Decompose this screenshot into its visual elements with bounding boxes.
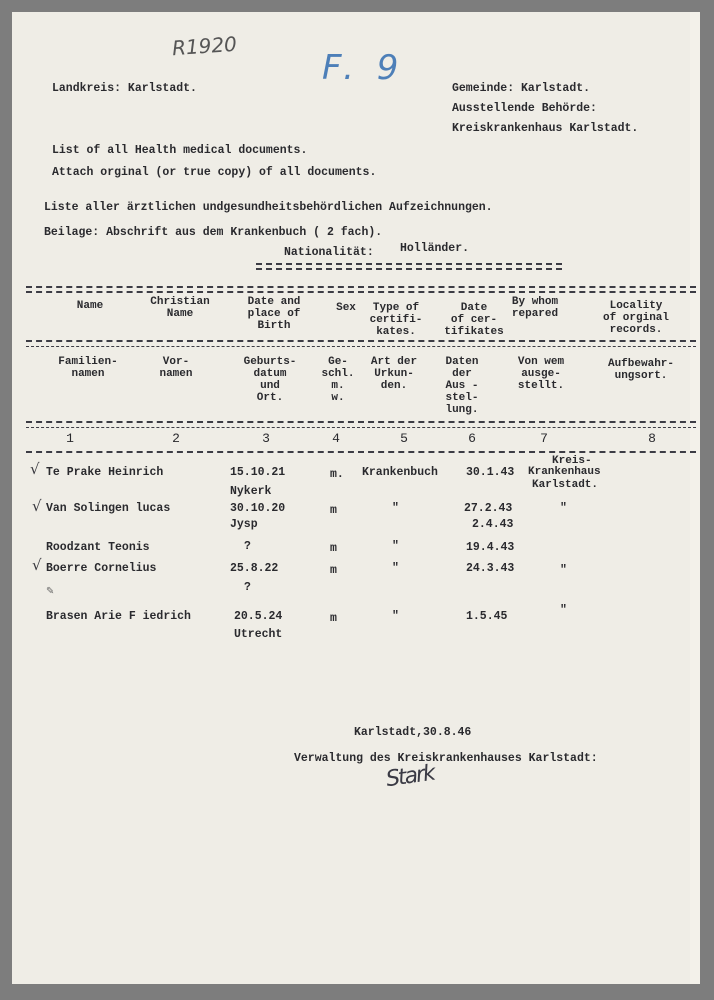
row-date: 30.1.43 <box>466 466 515 479</box>
col-number: 1 <box>66 431 74 446</box>
place-date: Karlstadt,30.8.46 <box>354 726 472 739</box>
row-date: 27.2.43 <box>464 502 513 515</box>
signature: Stark <box>384 760 436 793</box>
row-date: 24.3.43 <box>466 562 515 575</box>
row-sex: m <box>330 542 337 555</box>
col-en-date: Date of cer- tifikates <box>444 302 504 338</box>
document-page <box>12 12 694 984</box>
row-date-2: 2.4.43 <box>472 518 514 531</box>
check-mark-icon: √ <box>30 460 40 478</box>
col-number: 4 <box>332 431 340 446</box>
col-number: 5 <box>400 431 408 446</box>
row-birth-date: ? <box>244 540 251 553</box>
header-divider <box>26 340 696 342</box>
row-issuer: Krankenhaus <box>528 466 601 478</box>
check-mark-icon: √ <box>32 556 42 574</box>
gemeinde: Gemeinde: Karlstadt. <box>452 82 591 95</box>
row-sex: m. <box>330 468 344 481</box>
table-row: Boerre Cornelius <box>46 562 157 575</box>
file-number: F. 9 <box>322 48 405 88</box>
numbers-top-rule-2 <box>26 427 696 428</box>
row-type: " <box>392 540 399 553</box>
numbers-top-rule <box>26 421 696 423</box>
row-birth-date: 20.5.24 <box>234 610 283 623</box>
col-de-von-wem: Von wem ausge- stellt. <box>517 356 565 392</box>
col-de-geschlecht: Ge- schl. m. w. <box>321 356 355 404</box>
intro-line-2: Attach orginal (or true copy) of all documents. <box>52 166 377 179</box>
nationality-value: Holländer. <box>400 242 470 255</box>
check-mark-icon: √ <box>32 497 42 515</box>
table-row: Te Prake Heinrich <box>46 466 164 479</box>
row-type: " <box>392 610 399 623</box>
col-en-locality: Locality of orginal records. <box>602 300 669 336</box>
col-number: 7 <box>540 431 548 446</box>
col-number: 3 <box>262 431 270 446</box>
col-en-christian-name: Christian Name <box>150 296 210 320</box>
intro-line-1: List of all Health medical documents. <box>52 144 308 157</box>
col-en-name: Name <box>76 300 104 312</box>
col-de-familienname: Familien- namen <box>58 356 118 380</box>
row-date: 19.4.43 <box>466 541 515 554</box>
table-row: Roodzant Teonis <box>46 541 150 554</box>
corner-annotation: R1920 <box>171 31 238 61</box>
intro-line-3: Liste aller ärztlichen undgesundheitsbehördlichen Aufzeichnungen. <box>44 201 493 214</box>
row-issuer: " <box>560 502 567 515</box>
row-issuer: " <box>560 604 567 617</box>
table-top-rule-2 <box>26 291 696 293</box>
col-number: 6 <box>468 431 476 446</box>
row-sex: m <box>330 612 337 625</box>
page-edge <box>690 12 700 984</box>
col-number: 2 <box>172 431 180 446</box>
row-birth-place: Utrecht <box>234 628 283 641</box>
row-birth-place: Nykerk <box>230 485 272 498</box>
nationality-underline-2 <box>256 268 562 270</box>
intro-line-4: Beilage: Abschrift aus dem Krankenbuch ( 2 fach). <box>44 226 383 239</box>
numbers-bottom-rule <box>26 451 696 453</box>
row-birth-place: Jysp <box>230 518 258 531</box>
row-birth-place: ? <box>244 581 251 594</box>
header-divider-2 <box>26 346 696 347</box>
behoerde: Kreiskrankenhaus Karlstadt. <box>452 122 639 135</box>
row-birth-date: 30.10.20 <box>230 502 286 515</box>
handwritten-mark: ✎ <box>46 586 55 597</box>
landkreis: Landkreis: Karlstadt. <box>52 82 197 95</box>
table-row: Brasen Arie F iedrich <box>46 610 191 623</box>
col-de-geburt: Geburts- datum und Ort. <box>243 356 297 404</box>
row-sex: m <box>330 564 337 577</box>
nationality-underline <box>256 263 562 265</box>
col-en-by-whom: By whom repared <box>511 296 559 320</box>
row-type: " <box>392 562 399 575</box>
row-birth-date: 15.10.21 <box>230 466 286 479</box>
row-issuer: " <box>560 564 567 577</box>
col-number: 8 <box>648 431 656 446</box>
behoerde-label: Ausstellende Behörde: <box>452 102 597 115</box>
col-en-type: Type of certifi- kates. <box>369 302 423 338</box>
row-issuer: Kreis- <box>552 455 592 467</box>
col-en-sex: Sex <box>336 302 356 314</box>
col-de-daten: Daten der Aus - stel- lung. <box>445 356 479 416</box>
signature-label: Verwaltung des Kreiskrankenhauses Karlstadt: <box>294 752 598 765</box>
row-sex: m <box>330 504 337 517</box>
col-de-art: Art der Urkun- den. <box>370 356 418 392</box>
table-row: Van Solingen lucas <box>46 502 171 515</box>
row-issuer: Karlstadt. <box>532 479 599 491</box>
col-de-vorname: Vor- namen <box>159 356 193 380</box>
table-top-rule <box>26 286 696 288</box>
row-type: " <box>392 502 399 515</box>
col-de-aufbewahrung: Aufbewahr- ungsort. <box>607 358 674 382</box>
row-date: 1.5.45 <box>466 610 508 623</box>
row-birth-date: 25.8.22 <box>230 562 279 575</box>
row-type: Krankenbuch <box>362 466 438 479</box>
nationality-label: Nationalität: <box>284 246 374 259</box>
col-en-birth: Date and place of Birth <box>247 296 301 332</box>
